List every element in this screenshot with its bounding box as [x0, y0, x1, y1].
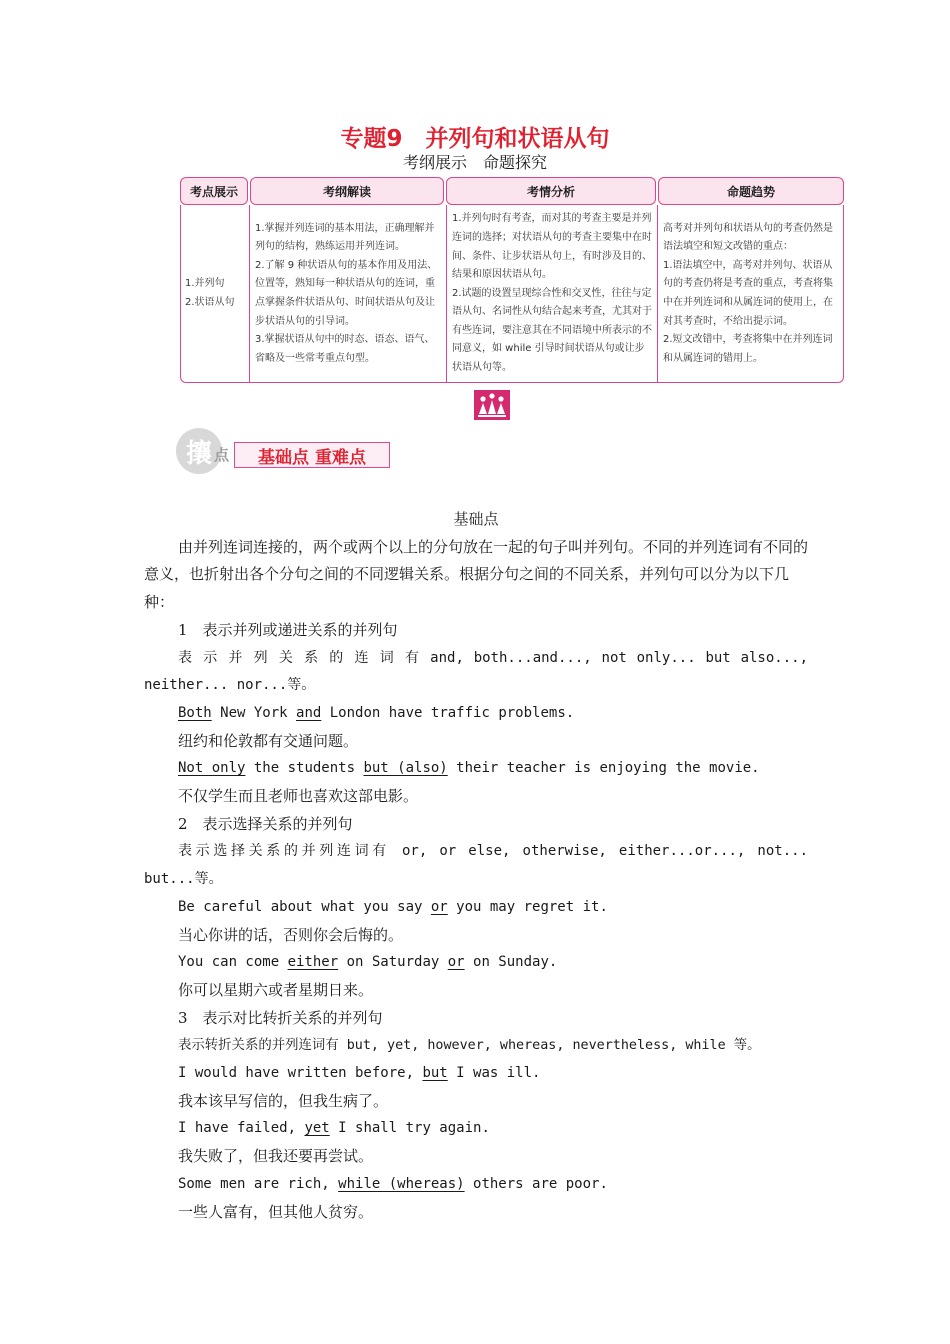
- underlined-conjunction: or: [447, 954, 465, 971]
- example-text: I was ill.: [447, 1065, 541, 1082]
- example-7: [144, 1171, 808, 1199]
- translation-4: 你可以星期六或者星期日来。: [178, 980, 374, 999]
- example-text: you may regret it.: [447, 898, 608, 915]
- cell-text: 2.状语从句: [185, 297, 235, 308]
- table-cell-points: [180, 205, 249, 383]
- badge-circle-icon: 攘: [176, 428, 222, 474]
- translation-2: 不仅学生而且老师也喜欢这部电影。: [178, 787, 419, 806]
- example-text: their teacher is enjoying the movie.: [447, 760, 760, 777]
- example-text: London have traffic problems.: [321, 704, 575, 721]
- example-text: Some men are rich,: [178, 1175, 339, 1192]
- example-text: on Sunday.: [464, 954, 558, 971]
- example-3: [144, 894, 808, 922]
- example-2: [144, 755, 808, 783]
- underlined-conjunction: while (whereas): [338, 1175, 465, 1192]
- underlined-conjunction: Both: [178, 704, 212, 721]
- example-6: [144, 1115, 808, 1143]
- example-text: I would have written before,: [178, 1065, 423, 1082]
- example-5: [144, 1060, 808, 1088]
- underlined-conjunction: and: [296, 704, 322, 721]
- paragraph-2a: 表示选择关系的并列连词有 or, or else, otherwise, either...or..., not...: [178, 843, 808, 860]
- translation-3: 当心你讲的话，否则你会后悔的。: [178, 925, 404, 944]
- translation-5: 我本该早写信的，但我生病了。: [178, 1091, 389, 1110]
- section-title: 基础点: [453, 510, 499, 528]
- publisher-logo-icon: [474, 390, 510, 420]
- table-cell-analysis: [446, 205, 657, 383]
- underlined-conjunction: but: [422, 1065, 448, 1082]
- example-text: Be careful about what you say: [178, 898, 431, 915]
- cell-text: 1.并列句时有考查，而对其的考查主要是并列连词的选择；对状语从句的考查主要集中在时间、条件、让步状语从句上，有时涉及目的、结果和原因状语从句。: [452, 213, 652, 281]
- page-subtitle: 考纲展示 命题探究: [402, 153, 547, 172]
- cell-text: 2.了解 9 种状语从句的基本作用及用法、位置等，熟知每一种状语从句的连词，重点掌握条件状语从句、时间状语从句及让步状语从句的引导词。: [255, 259, 438, 327]
- table-header-analysis: 考情分析: [446, 177, 656, 205]
- table-cell-syllabus: [249, 205, 446, 383]
- underlined-conjunction: yet: [304, 1120, 330, 1137]
- syllabus-table: [180, 177, 844, 383]
- underlined-conjunction: either: [287, 954, 339, 971]
- example-4: [144, 949, 808, 977]
- example-text: I have failed,: [178, 1120, 305, 1137]
- table-header-points: 考点展示: [180, 177, 248, 205]
- heading-2: 2 表示选择关系的并列句: [178, 814, 353, 833]
- example-text: I shall try again.: [329, 1120, 490, 1137]
- example-text: New York: [211, 704, 297, 721]
- underlined-conjunction: or: [430, 898, 448, 915]
- underlined-conjunction: but (also): [363, 760, 448, 777]
- cell-text: 2.短文改错中，考查将集中在并列连词和从属连词的错用上。: [663, 334, 833, 364]
- cell-text: 2.试题的设置呈现综合性和交叉性，往往与定语从句、名词性从句结合起来考查，尤其对于有些连词，要注意其在不同语境中所表示的不同意义，如 while 引导时间状语从句或让步状语从句等。: [452, 287, 652, 374]
- example-text: on Saturday: [338, 954, 448, 971]
- paragraph-1a: 表 示 并 列 关 系 的 连 词 有 and, both...and..., not only... but also...,: [178, 649, 808, 666]
- heading-3: 3 表示对比转折关系的并列句: [178, 1008, 383, 1027]
- translation-6: 我失败了，但我还要再尝试。: [178, 1147, 374, 1166]
- cell-text: 1.并列句: [185, 278, 225, 290]
- table-header-syllabus: 考纲解读: [250, 177, 444, 205]
- section-badge: [176, 428, 392, 476]
- paragraph-2b: but...等。: [144, 871, 223, 888]
- badge-small-char: 点: [214, 446, 230, 464]
- cell-text: 1.语法填空中，高考对并列句、状语从句的考查仍将是考查的重点，考查将集中在并列连词和从属连词的使用上，在对其考查时，不给出提示词。: [663, 259, 833, 327]
- translation-1: 纽约和伦敦都有交通问题。: [178, 731, 359, 750]
- cell-text: 1.掌握并列连词的基本用法，正确理解并列句的结构，熟练运用并列连词。: [255, 222, 435, 253]
- page-title: 专题9 并列句和状语从句: [340, 126, 610, 152]
- example-1: [144, 700, 808, 728]
- heading-1: 1 表示并列或递进关系的并列句: [178, 620, 398, 639]
- intro-paragraph: 由并列连词连接的，两个或两个以上的分句放在一起的句子叫并列句。不同的并列连词有不同的意义，也折射出各个分句之间的不同逻辑关系。根据分句之间的不同关系，并列句可以分为以下几种：: [144, 537, 809, 612]
- example-text: others are poor.: [464, 1175, 608, 1192]
- table-cell-trend: [657, 205, 844, 383]
- table-header-trend: 命题趋势: [658, 177, 844, 205]
- cell-text: 高考对并列句和状语从句的考查仍然是语法填空和短文改错的重点：: [663, 222, 833, 253]
- example-text: You can come: [178, 954, 288, 971]
- paragraph-1b: neither... nor...等。: [144, 677, 316, 694]
- badge-label: 基础点 重难点: [234, 442, 390, 468]
- translation-7: 一些人富有，但其他人贫穷。: [178, 1202, 374, 1221]
- paragraph-3: 表示转折关系的并列连词有 but, yet, however, whereas, nevertheless, while 等。: [178, 1038, 761, 1054]
- cell-text: 3.掌握状语从句中的时态、语态、语气、省略及一些常考重点句型。: [255, 334, 435, 364]
- example-text: the students: [245, 760, 364, 777]
- underlined-conjunction: Not only: [178, 760, 246, 777]
- main-content: [144, 506, 808, 1226]
